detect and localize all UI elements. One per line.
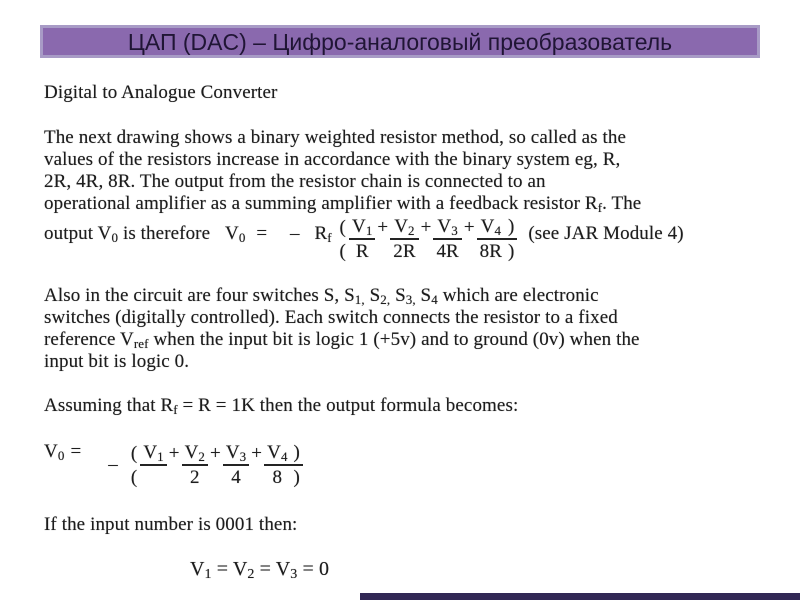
if-input-line: If the input number is 0001 then: — [44, 514, 298, 535]
denominator-term: R — [355, 241, 369, 262]
text-line: values of the resistors increase in accordance with the binary system eg, R, — [44, 149, 621, 170]
minus-sign: – — [108, 454, 118, 475]
subtitle — [44, 82, 278, 104]
numerator-row — [337, 215, 518, 239]
close-paren: ) — [508, 241, 515, 262]
denominator-term: 2 — [189, 467, 200, 488]
denominator-term: 2R — [393, 241, 416, 262]
v0-term: $V_0$ = — [44, 441, 82, 463]
close-paren: ) — [505, 215, 517, 239]
subscript: 1 — [204, 567, 212, 582]
open-paren: ( — [339, 217, 346, 238]
numerator-term: $V_4$ — [264, 441, 290, 465]
assuming-line: Assuming that $R_f = R = 1K$ then the output formula becomes: — [44, 395, 519, 417]
text-line: switches (digitally controlled). Each switch connects the resistor to a fixed — [44, 307, 618, 328]
subscript: 3, — [405, 292, 416, 307]
subscript: ref — [133, 336, 149, 351]
formula-simplified — [44, 441, 303, 489]
subtitle-text: Digital to Analogue Converter — [44, 82, 278, 103]
page-title: ЦАП (DAC) – Цифро-аналоговый преобразователь — [127, 29, 673, 55]
subscript: f — [597, 200, 603, 215]
formula-output-v0: output $V_0$ is therefore $V_0$ = – $R_f$ ( $V_1$ + $V_2$ + $V_3$ + $V_4$ ) ( R 2R 4R 8R ) (see JAR Module 4) — [44, 216, 684, 262]
bottom-accent-bar — [360, 593, 800, 600]
minus-sign: – — [290, 223, 300, 244]
numerator-term: $V_2$ — [182, 441, 208, 465]
close-paren: ) — [293, 467, 300, 488]
subscript: 4 — [431, 292, 438, 307]
title-bar — [40, 25, 760, 58]
numerator-term: $V_1$ — [140, 441, 166, 465]
plus-sign: + — [168, 443, 180, 464]
close-paren: ) — [291, 441, 303, 465]
numerator-term: $V_3$ — [433, 215, 461, 239]
plus-sign: + — [377, 217, 389, 238]
numerator-term: $V_4$ — [477, 215, 505, 239]
text-line: Also in the circuit are four switches S, $S_{1,}$ $S_{2,}$ $S_{3,}$ $S_4$ which are electronic — [44, 285, 599, 307]
subscript: 1, — [354, 292, 365, 307]
fraction-group — [337, 215, 518, 263]
subscript: 2 — [247, 567, 255, 582]
numerator-term: $V_3$ — [223, 441, 249, 465]
subscript: f — [327, 230, 332, 245]
denominator-row — [128, 465, 303, 489]
open-paren: ( — [130, 443, 138, 464]
denominator-term: 8 — [272, 467, 283, 488]
denominator-term: 8R — [479, 241, 503, 262]
text-line: The next drawing shows a binary weighted resistor method, so called as the — [44, 127, 627, 148]
open-paren: ( — [339, 241, 346, 262]
subscript: 3 — [290, 567, 298, 582]
numerator-term: $V_2$ — [390, 215, 418, 239]
plus-sign: + — [251, 443, 263, 464]
plus-sign: + — [210, 443, 221, 464]
see-reference: (see JAR Module 4) — [528, 223, 684, 244]
subscript: f — [173, 402, 178, 417]
fraction-group — [128, 441, 303, 489]
denominator-row — [337, 239, 518, 263]
text-line: 2R, 4R, 8R. The output from the resistor chain is connected to an — [44, 171, 546, 192]
numerator-row — [128, 441, 303, 465]
paragraph-resistor-method — [44, 127, 784, 263]
open-paren: ( — [130, 467, 138, 488]
subscript: 2, — [380, 292, 391, 307]
equals-sign: = — [256, 223, 268, 244]
equals-sign: = — [70, 441, 82, 462]
subscript: 0 — [111, 230, 119, 245]
text-line: reference $V_{ref}$ when the input bit is logic 1 (+5v) and to ground (0v) when the — [44, 329, 640, 351]
paragraph-switches — [44, 285, 784, 373]
plus-sign: + — [463, 217, 475, 238]
denominator-term: 4R — [436, 241, 459, 262]
subscript: 0 — [238, 230, 246, 245]
numerator-term: $V_1$ — [349, 215, 375, 239]
plus-sign: + — [420, 217, 432, 238]
denominator-term: 4 — [231, 467, 241, 488]
text-line: input bit is logic 0. — [44, 351, 190, 372]
text-line: operational amplifier as a summing amplifier with a feedback resistor $R_f$. The — [44, 193, 642, 215]
result-line: $V_1 = V_2 = V_3 = 0$ — [190, 558, 330, 582]
